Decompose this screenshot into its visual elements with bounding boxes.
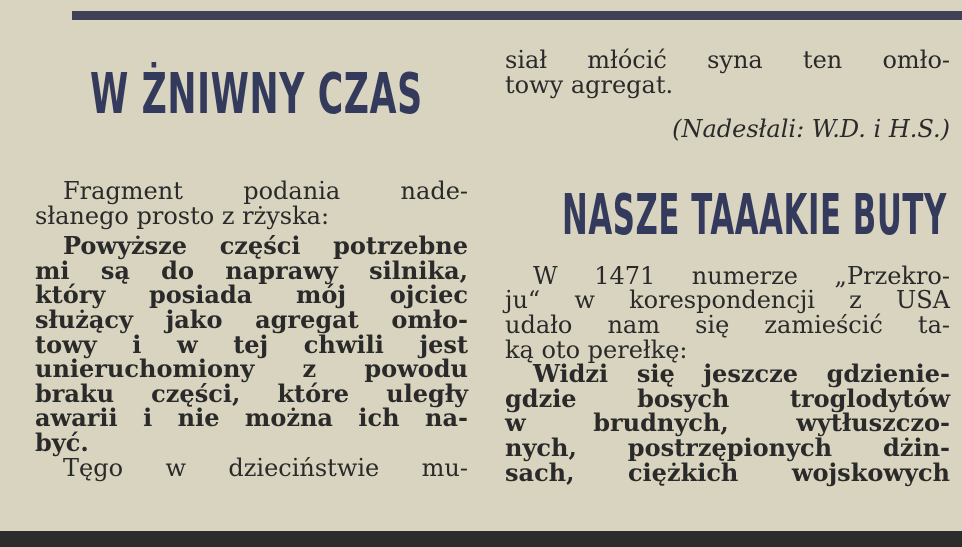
intro-paragraph xyxy=(505,261,950,364)
text-line: Fragment podania nade- xyxy=(63,177,468,205)
text-line: w brudnych, wytłuszczo- xyxy=(505,408,950,438)
text-line: gdzie bosych troglodytów xyxy=(505,383,950,413)
right-column xyxy=(505,48,950,485)
text-line: który posiada mój ojciec xyxy=(35,280,468,310)
bottom-edge xyxy=(0,531,962,547)
comment-line: Tęgo w dzieciństwie mu- xyxy=(63,453,468,482)
text-line: W 1471 numerze „Przekro- xyxy=(533,261,950,290)
quoted-excerpt xyxy=(505,359,950,487)
left-column xyxy=(35,179,468,480)
text-line: ką oto perełkę: xyxy=(505,335,688,364)
text-line: ju“ w korespondencji z USA xyxy=(505,286,950,315)
text-line: braku części, które uległy xyxy=(35,378,468,408)
top-rule xyxy=(72,11,962,20)
text-line: Widzi się jeszcze gdzienie- xyxy=(533,359,950,389)
text-line: towy i w tej chwili jest xyxy=(35,329,468,359)
quoted-application xyxy=(35,231,468,457)
signature: (Nadesłali: W.D. i H.S.) xyxy=(672,115,950,144)
text-line: mi są do naprawy silnika, xyxy=(35,255,468,285)
text-line: nych, postrzępionych dżin- xyxy=(505,432,950,462)
comment-line: towy agregat. xyxy=(505,70,674,99)
text-line: służący jako agregat omło- xyxy=(35,304,468,334)
text-line: Powyższe części potrzebne xyxy=(63,231,468,261)
comment-line: siał młócić syna ten omło- xyxy=(505,46,950,74)
headline-w-zniwny-czas: W ŻNIWNY CZAS xyxy=(90,62,423,127)
intro-paragraph xyxy=(35,179,468,228)
text-line: sach, ciężkich wojskowych xyxy=(505,457,950,487)
text-line: awarii i nie można ich na- xyxy=(35,403,468,433)
text-line: udało nam się zamieścić ta- xyxy=(505,310,950,339)
text-line: być. xyxy=(35,427,89,457)
text-line: słanego prosto z rżyska: xyxy=(35,201,330,230)
headline-nasze-taaakie-buty: NASZE TAAAKIE BUTY xyxy=(562,183,947,248)
text-line: unieruchomiony z powodu xyxy=(35,354,468,384)
